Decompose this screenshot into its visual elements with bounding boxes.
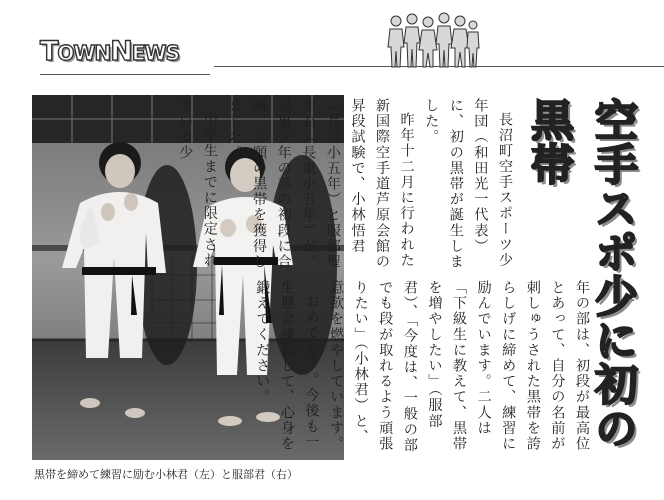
masthead-underline xyxy=(40,74,210,75)
article-headline: 空手スポ少に初の黒帯 xyxy=(524,98,638,450)
article-body-top xyxy=(177,98,517,270)
paragraph: 年の部は、初段が最高位とあって、自分の名前が刺しゅうされた黒帯を誇らしげに締めて、練習に励んでいます。二人は「下級生に教えて、黒帯を増やしたい」（服部君）、「今度は、一般の部でも段が取れるよう頑張りたい」（小林君）と、意欲を燃やしています。 xyxy=(328,280,590,453)
paragraph: 長沼町空手スポーツ少年団（和田光一代表）に、初の黒帯が誕生しました。 xyxy=(423,98,513,270)
paragraph: おめでとう。今後も一生懸命練習して、心身を鍛えてください。 xyxy=(254,280,320,452)
paragraph: 昨年十二月に行われた新国際空手道芦原会館の昇段試験で、小林悟君（長沼小五年）と服部聖士君（長東小五年）が、見事少年の部の初段に合格。念願の黒帯を獲得しました。 xyxy=(226,98,415,270)
paragraph: 中学生までに限定されている少 xyxy=(177,98,218,269)
article-body-bottom xyxy=(254,280,594,456)
people-silhouettes-icon xyxy=(386,12,480,68)
photo-caption: 黒帯を締めて練習に励む小林君（左）と服部君（右） xyxy=(34,468,298,481)
masthead-town-news: TOWNNEWS xyxy=(40,36,179,67)
